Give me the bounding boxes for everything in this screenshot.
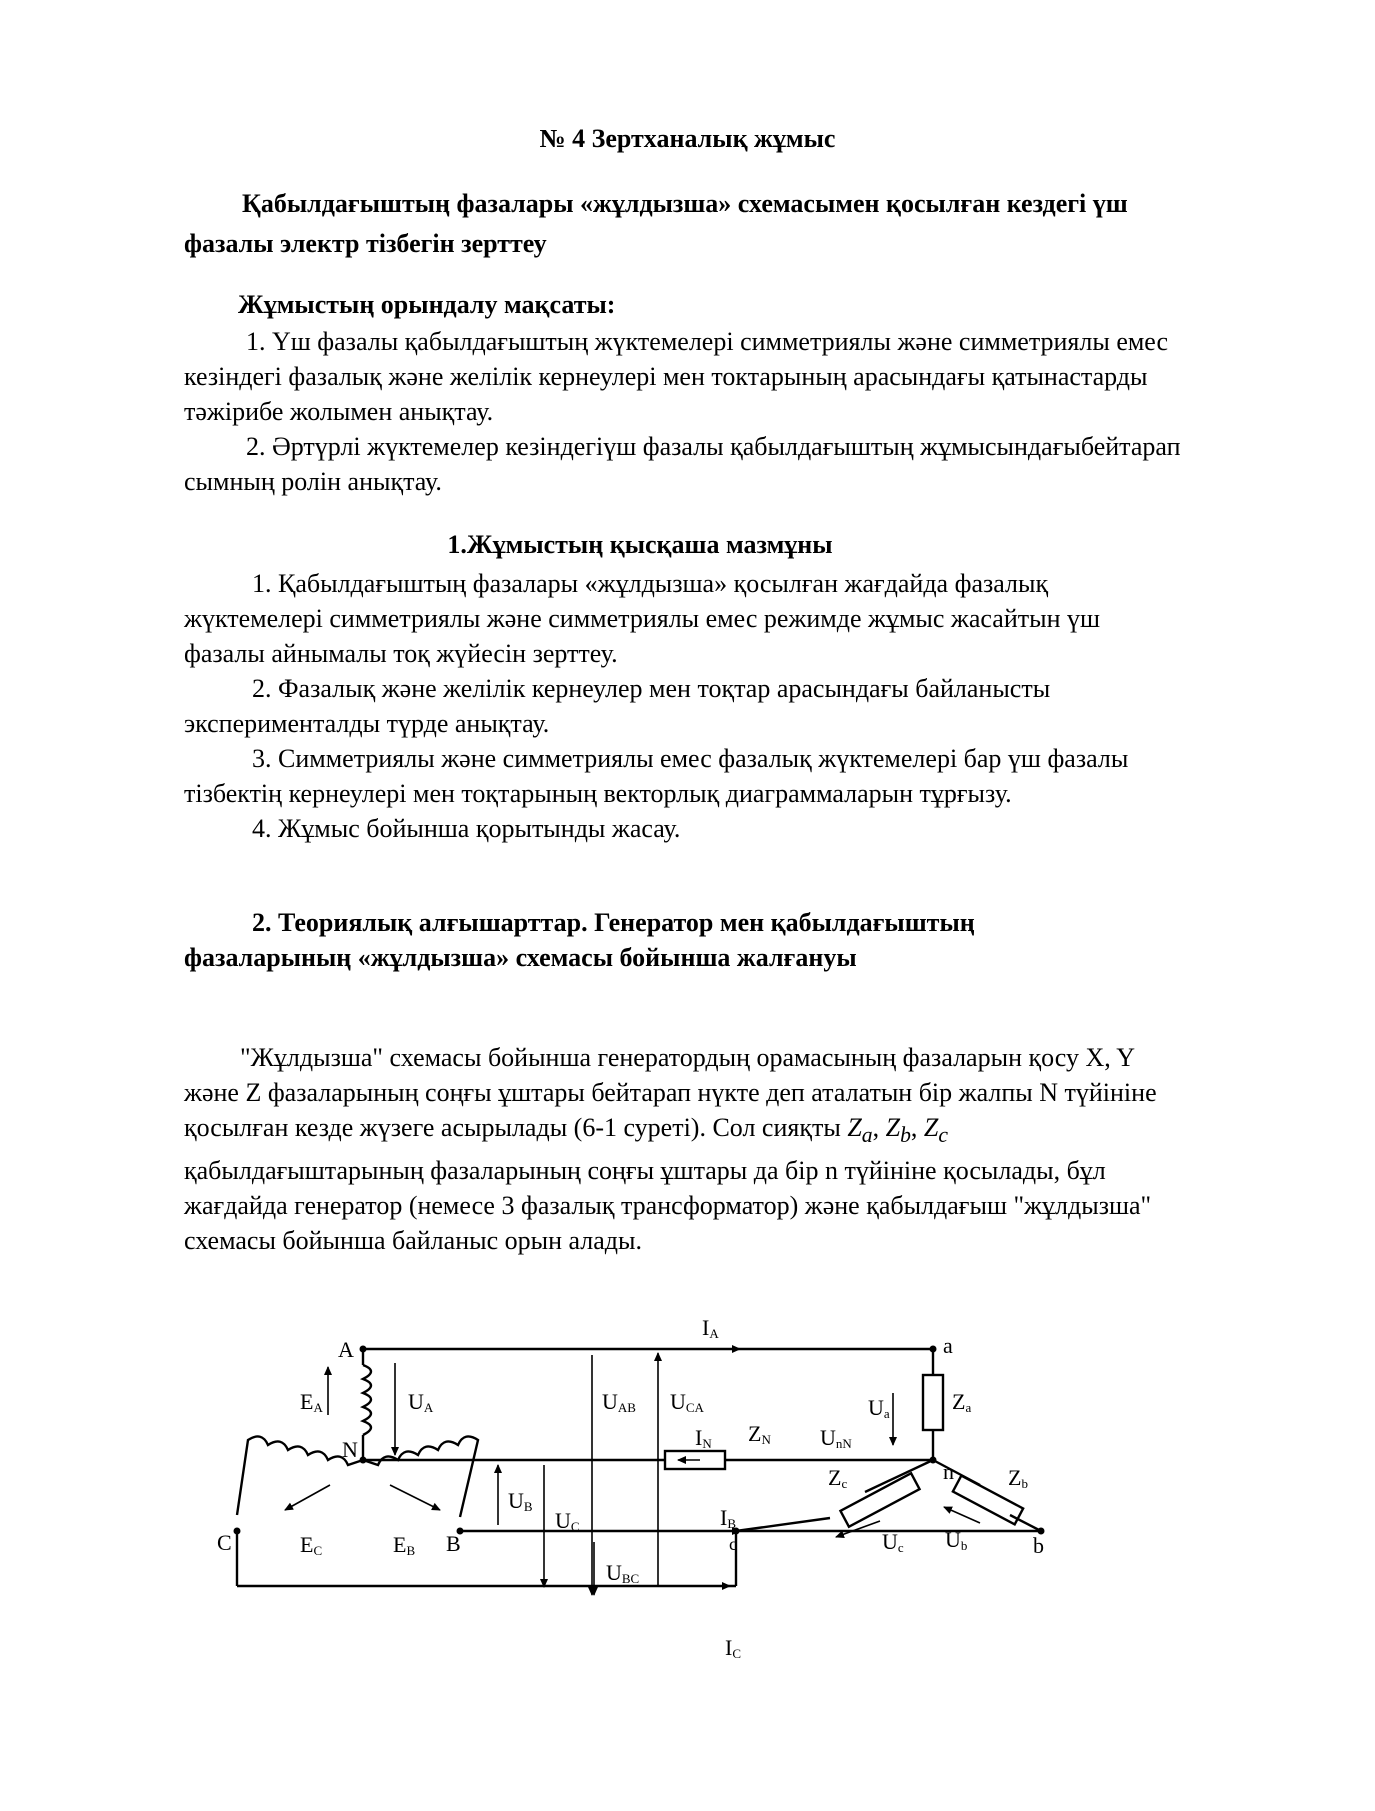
label-ib: IB — [720, 1505, 736, 1531]
label-ea: EA — [300, 1389, 323, 1415]
phase-c-lower — [736, 1518, 830, 1531]
section1-item-1: 1. Қабылдағыштың фазалары «жұлдызша» қосылған жағдайда фазалық жүктемелері симметриялы және симметриялы емес режимде жұмыс жасайтын үш фазалы айнымалы тоқ жүйесін зерттеу. — [184, 569, 1101, 668]
body-text-part2: қабылдағыштарының фазаларының соңғы ұштары да бір n түйініне қосылады, бұл жағдайда генератор (немесе 3 фазалық трансформатор) және қабылдағыш "жұлдызша" схемасы бойынша байланыс орын алады. — [184, 1156, 1152, 1256]
zb-subscript: b — [900, 1123, 911, 1148]
eb-arrow — [390, 1485, 440, 1510]
star-connection-circuit-diagram — [217, 1305, 1070, 1675]
label-B: B — [446, 1531, 461, 1556]
ub-load-arrow — [944, 1507, 980, 1523]
section1-item-2: 2. Фазалық және желілік кернеулер мен тоқтар арасындағы байланысты эксперименталды түрде анықтау. — [184, 674, 1051, 738]
label-uc-load: Uc — [882, 1529, 904, 1555]
body-sep1: , — [872, 1113, 886, 1142]
label-uca: UCA — [670, 1389, 704, 1415]
aim-heading: Жұмыстың орындалу мақсаты: — [238, 290, 616, 319]
za-resistor — [923, 1375, 943, 1430]
coil-b — [363, 1436, 478, 1517]
body-text-part1: "Жұлдызша" схемасы бойынша генератордың орамасының фазаларын қосу X, Y және Z фазаларының соңғы ұштары бейтарап нүкте деп аталатын бір жалпы N түйініне қосылған кезде жүзеге асырылады (6-1 суреті). Сол сияқты — [184, 1043, 1157, 1142]
label-ia: IA — [702, 1315, 719, 1341]
label-ub: UB — [508, 1488, 533, 1514]
phase-c-upper — [865, 1460, 933, 1492]
zb-symbol: Z — [885, 1113, 901, 1142]
node-C — [234, 1528, 241, 1535]
zc-symbol: Z — [923, 1113, 939, 1142]
coil-a — [363, 1365, 371, 1435]
label-N: N — [342, 1437, 358, 1462]
body-paragraph — [184, 1040, 1184, 1258]
aim-list — [184, 324, 1184, 499]
uc-load-arrow — [836, 1521, 880, 1537]
label-ua-load: Ua — [868, 1395, 890, 1421]
label-uc: UC — [555, 1508, 580, 1534]
node-A — [360, 1346, 367, 1353]
label-n: n — [943, 1459, 954, 1484]
node-n — [930, 1457, 937, 1464]
body-sep2: , — [910, 1113, 924, 1142]
page-title: № 4 Зертханалық жұмыс — [539, 124, 836, 153]
label-ic: IC — [725, 1635, 741, 1661]
zc-resistor — [840, 1473, 919, 1526]
label-A: A — [338, 1337, 354, 1362]
label-C: C — [217, 1530, 232, 1555]
label-ubc: UBC — [606, 1560, 640, 1586]
section1-heading: 1.Жұмыстың қысқаша мазмұны — [447, 530, 833, 559]
label-zn: ZN — [748, 1421, 771, 1447]
node-a — [930, 1346, 937, 1353]
label-zb: Zb — [1008, 1465, 1028, 1491]
ec-arrow — [285, 1485, 330, 1510]
label-uab: UAB — [602, 1389, 636, 1415]
za-subscript: a — [861, 1123, 873, 1148]
label-in: IN — [695, 1425, 712, 1451]
section1-list — [184, 566, 1184, 846]
work-subtitle: Қабылдағыштың фазалары «жұлдызша» схемасымен қосылған кездегі үш фазалы электр тізбегін зерттеу — [184, 189, 1128, 258]
label-ec: EC — [300, 1532, 323, 1558]
aim-item-2: 2. Әртүрлі жүктемелер кезіндегіүш фазалы қабылдағыштың жұмысындағыбейтарап сымның ролін анықтау. — [184, 432, 1181, 496]
label-za: Za — [952, 1389, 972, 1415]
label-unn: UnN — [820, 1425, 852, 1451]
zc-subscript: c — [938, 1123, 948, 1148]
za-symbol: Z — [847, 1113, 862, 1142]
label-eb: EB — [393, 1532, 416, 1558]
section1-item-4: 4. Жұмыс бойынша қорытынды жасау. — [252, 814, 681, 843]
label-c: c — [729, 1534, 737, 1554]
node-N — [360, 1457, 367, 1464]
label-a: a — [943, 1333, 953, 1358]
label-zc: Zc — [828, 1465, 848, 1491]
section1-item-3: 3. Симметриялы және симметриялы емес фазалық жүктемелері бар үш фазалы тізбектің кернеулері мен тоқтарының векторлық диаграммаларын тұрғызу. — [184, 744, 1129, 808]
label-b: b — [1033, 1533, 1044, 1558]
section2-heading: 2. Теориялық алғышарттар. Генератор мен қабылдағыштың фазаларының «жұлдызша» схемасы бойынша жалғануы — [184, 908, 975, 972]
label-ub-load: Ub — [945, 1527, 968, 1553]
label-ua: UA — [408, 1389, 434, 1415]
aim-item-1: 1. Үш фазалы қабылдағыштың жүктемелері симметриялы және симметриялы емес кезіндегі фазалық және желілік кернеулері мен токтарының арасындағы қатынастарды тәжірибе жолымен анықтау. — [184, 327, 1169, 426]
